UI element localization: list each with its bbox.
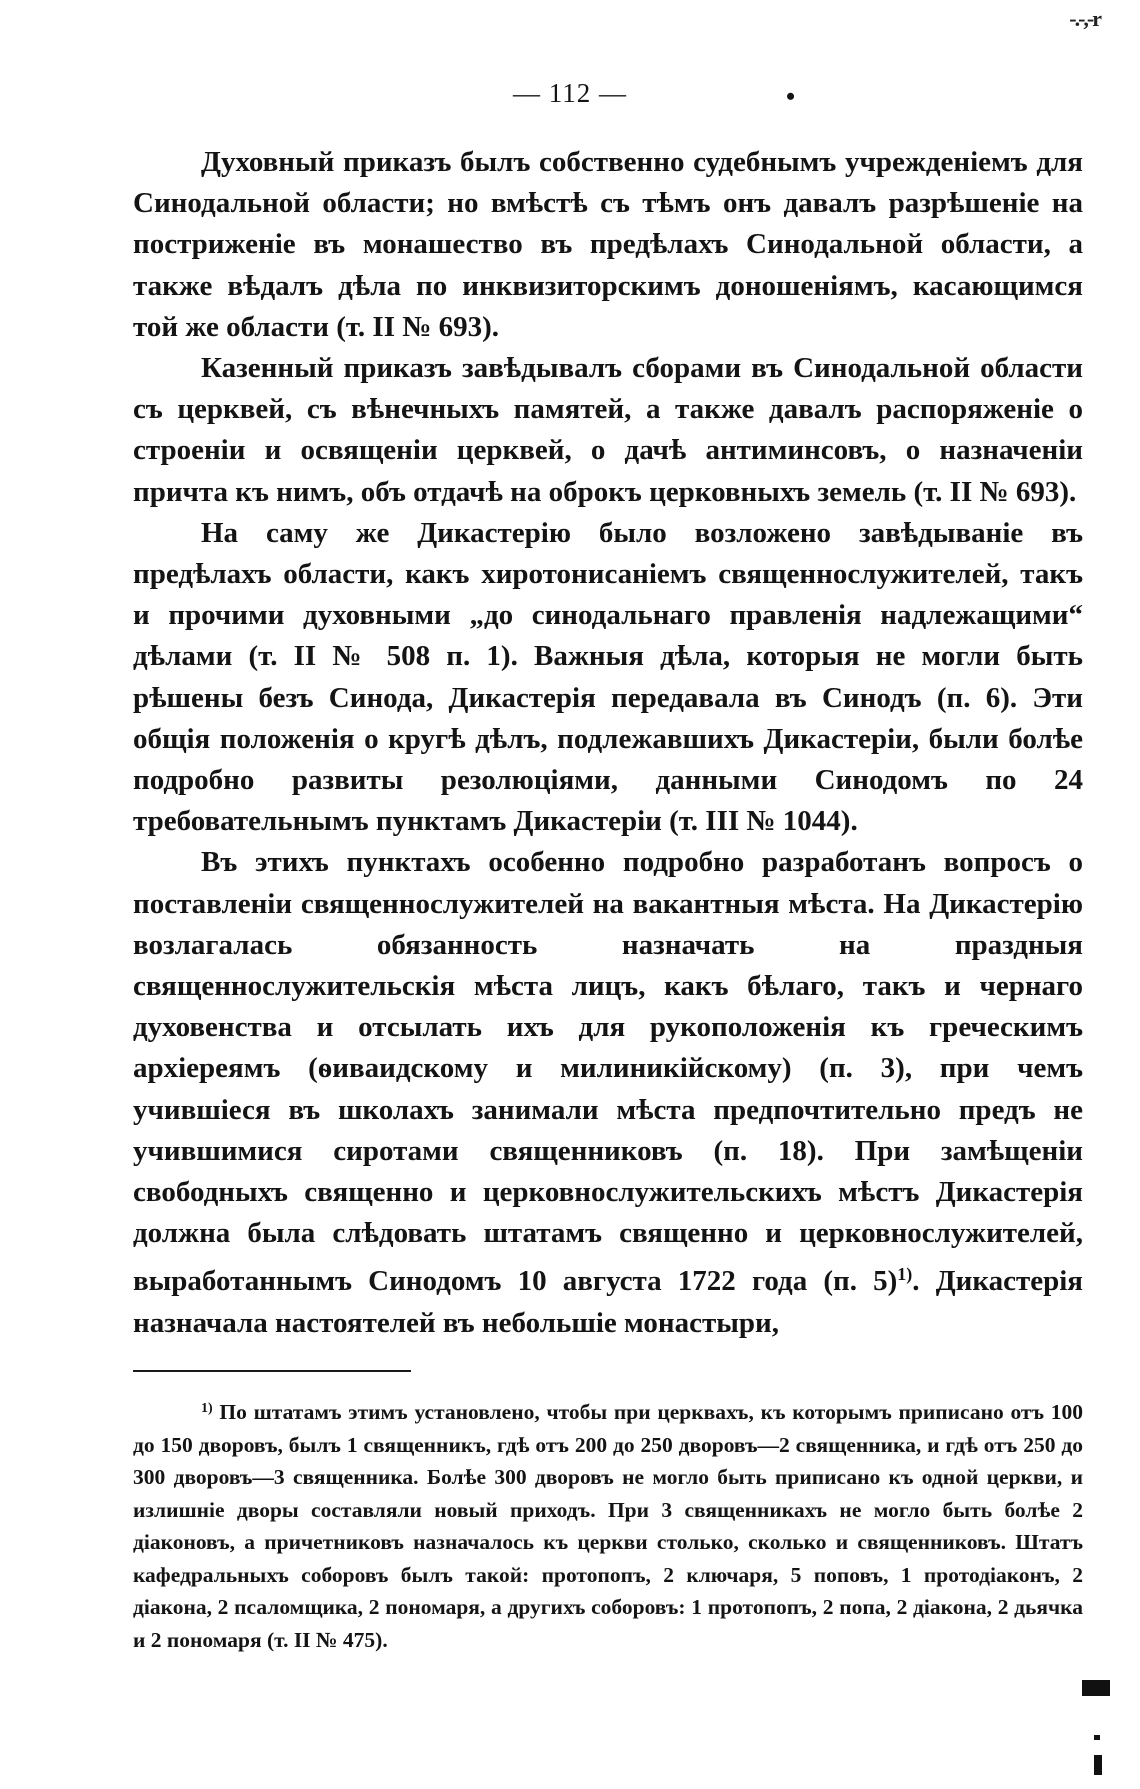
footnote-reference[interactable]: 1) <box>897 1264 913 1285</box>
footnote-text: По штатамъ этимъ установлено, чтобы при церквахъ, къ которымъ приписано отъ 100 до 150 дворовъ, былъ 1 священникъ, гдѣ отъ 200 до 250 дворовъ—2 священника, и гдѣ отъ 250 до 300 дворовъ—3 священника. Болѣе 300 дворовъ не могло быть приписано къ одной церкви, и излишніе дворы составляли новый приходъ. При 3 священникахъ не могло быть болѣе 2 діаконовъ, а причетниковъ назначалось къ церкви столько, сколько и священниковъ. Штатъ кафедральныхъ соборовъ былъ такой: протопопъ, 2 ключаря, 5 поповъ, 1 протодіаконъ, 2 діакона, 2 псаломщика, 2 пономаря, а другихъ соборовъ: 1 протопопъ, 2 попа, 2 діакона, 2 дьячка и 2 пономаря (т. II № 475). <box>133 1400 1083 1652</box>
paragraph-spiritual-office: Духовный приказъ былъ собственно судебнымъ учрежденіемъ для Синодальной области; но вмѣстѣ съ тѣмъ онъ давалъ разрѣшеніе на постриженіе въ монашество въ предѣлахъ Синодальной области, а также вѣдалъ дѣла по инквизиторскимъ доношеніямъ, касающимся той же области (т. II № 693). <box>133 146 1083 343</box>
paragraph-vacancy-points <box>133 842 1083 1343</box>
paragraph-vacancy-points-tail: . Дикастерія назначала настоятелей въ небольшіе монастыри, <box>133 1265 1083 1339</box>
scan-artifact-mark <box>1082 1680 1110 1696</box>
paragraph-treasury-office: Казенный приказъ завѣдывалъ сборами въ Синодальной области съ церквей, съ вѣнечныхъ памятей, а также давалъ распоряженіе о строеніи и освященіи церквей, о дачѣ антиминсовъ, о назначеніи причта къ нимъ, объ отдачѣ на оброкъ церковныхъ земель (т. II № 693). <box>133 352 1083 508</box>
paragraph-vacancy-points-text: Въ этихъ пунктахъ особенно подробно разработанъ вопросъ о поставленіи священнослужителей на вакантныя мѣста. На Дикастерію возлагалась обязанность назначать на праздныя священнослужительскія мѣста лицъ, какъ бѣлаго, такъ и чернаго духовенства и отсылать ихъ для рукоположенія къ греческимъ архіереямъ (ѳиваидскому и милиникійскому) (п. 3), при чемъ учившіеся въ школахъ занимали мѣста предпочтительно предъ не учившимися сиротами священниковъ (п. 18). При замѣщеніи свободныхъ священно и церковнослужительскихъ мѣстъ Дикастерія должна была слѣдовать штатамъ священно и церковнослужителей, выработаннымъ Синодомъ 10 августа 1722 года (п. 5) <box>133 846 1083 1298</box>
paragraph-dicastery-duties: На саму же Дикастерію было возложено завѣдываніе въ предѣлахъ области, какъ хиротонисаніемъ священнослужителей, такъ и прочими духовными „до синодальнаго правленія надлежащими“ дѣлами (т. II № 508 п. 1). Важныя дѣла, которыя не могли быть рѣшены безъ Синода, Дикастерія передавала въ Синодъ (п. 6). Эти общія положенія о кругѣ дѣлъ, подлежавшихъ Дикастеріи, были болѣе подробно развиты резолюціями, данными Синодомъ по 24 требовательнымъ пунктамъ Дикастеріи (т. III № 1044). <box>133 516 1083 838</box>
footnote <box>133 1393 1083 1656</box>
footnote-divider <box>133 1370 411 1372</box>
scan-artifact-mark <box>1094 1735 1100 1740</box>
scan-artifact-mark <box>1094 1755 1102 1775</box>
footnote-marker: 1) <box>201 1401 213 1416</box>
corner-scan-mark: -.-,-r <box>1069 6 1100 31</box>
body-text <box>133 142 1083 1344</box>
page-number: — 112 — <box>513 78 627 108</box>
stray-dot-mark: • <box>786 82 796 111</box>
